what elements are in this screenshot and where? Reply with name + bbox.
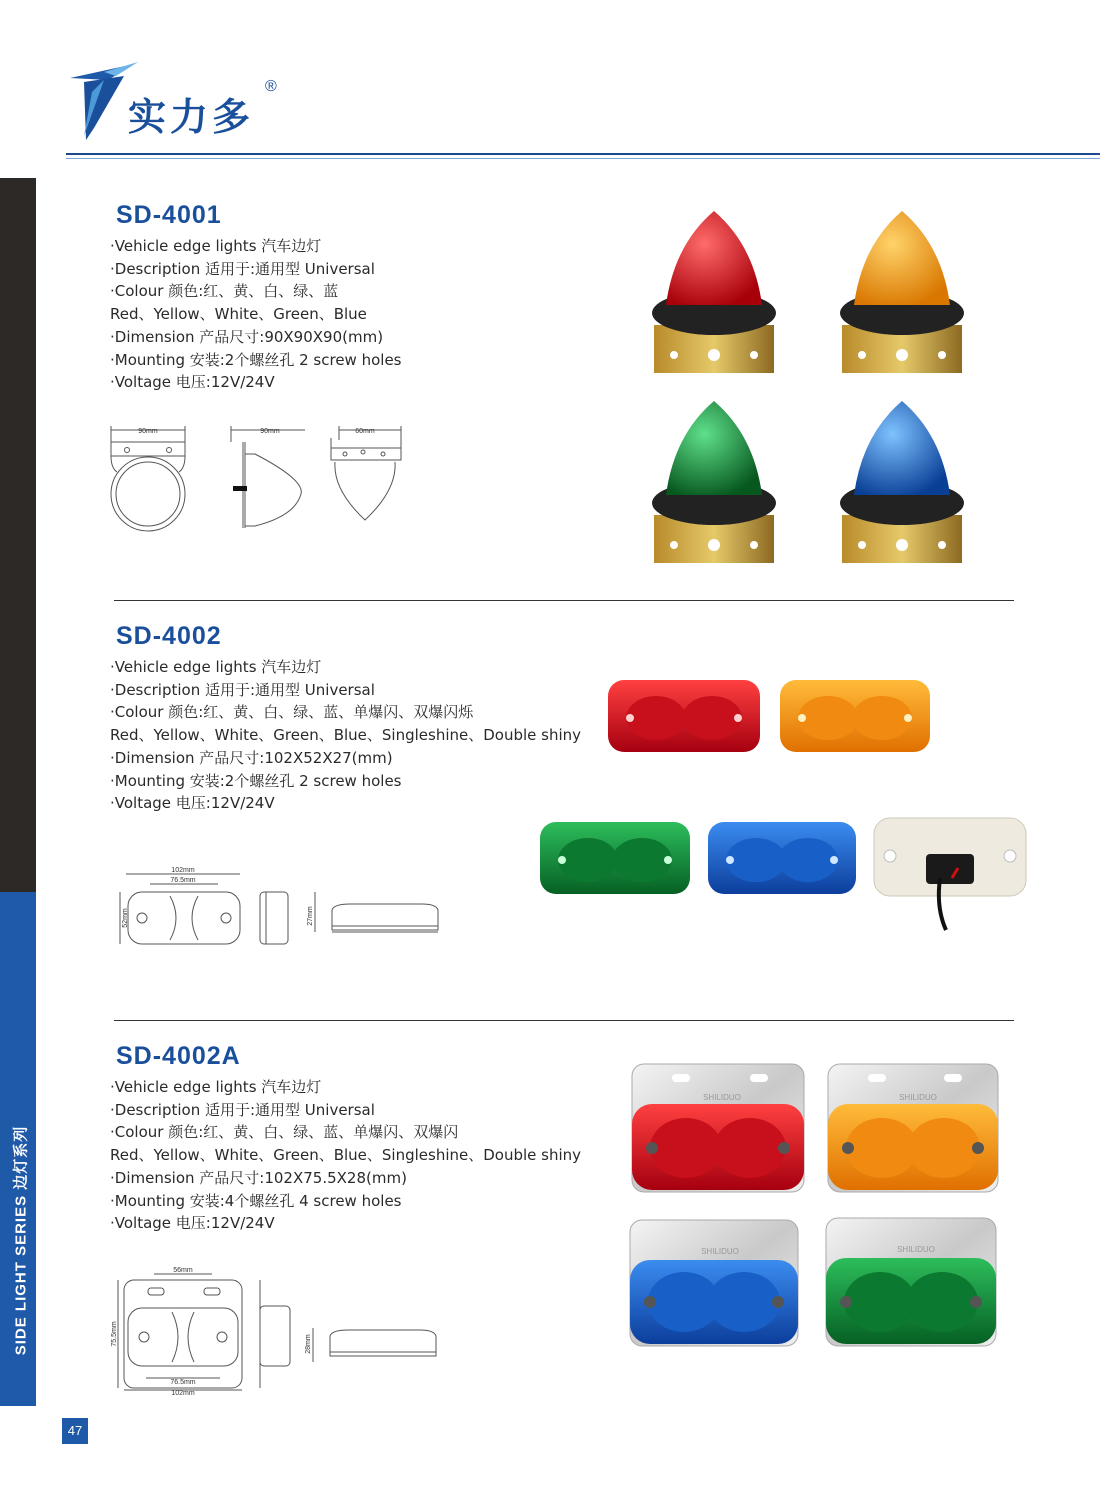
dim-label: 56mm — [173, 1267, 193, 1274]
brand-name: 实力多 — [128, 95, 255, 139]
spec-line: ·Vehicle edge lights 汽车边灯 — [110, 658, 322, 676]
product-specs-sd-4002 — [110, 656, 581, 815]
dim-label: 27mm — [307, 906, 314, 926]
plate-brand-text: SHILIDUO — [703, 1093, 741, 1102]
product-title-sd-4002a: SD-4002A — [116, 1042, 241, 1070]
spec-line: ·Colour 颜色:红、黄、白、绿、蓝 — [110, 282, 339, 301]
spec-line: ·Voltage 电压:12V/24V — [110, 1214, 275, 1233]
spec-line: ·Mounting 安装:4个螺丝孔 4 screw holes — [110, 1191, 402, 1210]
sd-4002a-yellow-light — [828, 1064, 998, 1192]
section-divider — [114, 600, 1014, 601]
sd-4001-green-light — [652, 401, 776, 563]
spec-line: Red、Yellow、White、Green、Blue、Singleshine、Double shiny — [110, 1146, 582, 1165]
dim-label: 90mm — [260, 428, 280, 435]
page-number: 47 — [62, 1418, 88, 1444]
product-specs-sd-4002a — [110, 1076, 581, 1235]
spec-line: ·Mounting 安装:2个螺丝孔 2 screw holes — [110, 771, 402, 790]
sd-4001-red-light — [652, 211, 776, 373]
dim-label: 102mm — [171, 867, 195, 874]
dim-label: 76.5mm — [170, 1379, 196, 1386]
spec-line: ·Voltage 电压:12V/24V — [110, 794, 275, 813]
spec-line: ·Dimension 产品尺寸:102X52X27(mm) — [110, 748, 393, 767]
sd-4002a-blue-light — [630, 1220, 798, 1346]
spec-line: ·Vehicle edge lights 汽车边灯 — [110, 1078, 322, 1096]
plate-brand-text: SHILIDUO — [897, 1245, 935, 1254]
sd-4002-dimension-drawing — [110, 862, 445, 957]
spec-line: ·Description 适用于:通用型 Universal — [110, 259, 375, 278]
dim-label: 60mm — [355, 428, 375, 435]
registered-mark: ® — [265, 78, 277, 95]
series-label: SIDE LIGHT SERIES 边灯系列 — [12, 1125, 30, 1356]
sd-4002-blue-light — [708, 822, 856, 894]
plate-brand-text: SHILIDUO — [899, 1093, 937, 1102]
sd-4002-green-light — [540, 822, 690, 894]
spec-line: ·Vehicle edge lights 汽车边灯 — [110, 237, 322, 255]
sd-4002a-dimension-drawing — [108, 1262, 443, 1397]
spec-line: ·Description 适用于:通用型 Universal — [110, 1100, 375, 1119]
product-specs-sd-4001 — [110, 235, 401, 394]
header-divider — [66, 153, 1100, 155]
plate-brand-text: SHILIDUO — [701, 1247, 739, 1256]
sd-4001-blue-light — [840, 401, 964, 563]
spec-line: ·Voltage 电压:12V/24V — [110, 373, 275, 392]
spec-line: ·Colour 颜色:红、黄、白、绿、蓝、单爆闪、双爆闪 — [110, 1123, 459, 1142]
sd-4002a-green-light — [826, 1218, 996, 1346]
sd-4001-product-photos — [640, 205, 1000, 565]
product-title-sd-4001: SD-4001 — [116, 201, 222, 229]
dim-label: 102mm — [171, 1390, 195, 1397]
spec-line: ·Dimension 产品尺寸:102X75.5X28(mm) — [110, 1168, 407, 1187]
spec-line: ·Description 适用于:通用型 Universal — [110, 680, 375, 699]
sd-4002a-red-light — [632, 1064, 804, 1192]
dim-label: 52mm — [122, 908, 129, 928]
sd-4001-yellow-light — [840, 211, 964, 373]
dim-label: 76.5mm — [170, 877, 196, 884]
sd-4002-yellow-light — [780, 680, 930, 752]
sd-4002-red-light — [608, 680, 760, 752]
product-title-sd-4002: SD-4002 — [116, 622, 222, 650]
section-divider — [114, 1020, 1014, 1021]
spec-line: Red、Yellow、White、Green、Blue、Singleshine、Double shiny — [110, 726, 582, 745]
spec-line: ·Dimension 产品尺寸:90X90X90(mm) — [110, 327, 384, 346]
spec-line: Red、Yellow、White、Green、Blue — [110, 305, 367, 324]
sd-4001-dimension-drawing — [105, 420, 415, 540]
dim-label: 75.5mm — [111, 1321, 118, 1347]
header-divider-thin — [66, 158, 1100, 159]
sidebar-dark-band — [0, 178, 36, 892]
dim-label: 90mm — [138, 428, 158, 435]
dim-label: 28mm — [305, 1334, 312, 1354]
sd-4002-product-photos — [538, 676, 1038, 936]
sd-4002-back-view — [874, 818, 1026, 930]
spec-line: ·Colour 颜色:红、黄、白、绿、蓝、单爆闪、双爆闪烁 — [110, 703, 474, 722]
sd-4002a-product-photos — [626, 1060, 1006, 1350]
spec-line: ·Mounting 安装:2个螺丝孔 2 screw holes — [110, 350, 402, 369]
